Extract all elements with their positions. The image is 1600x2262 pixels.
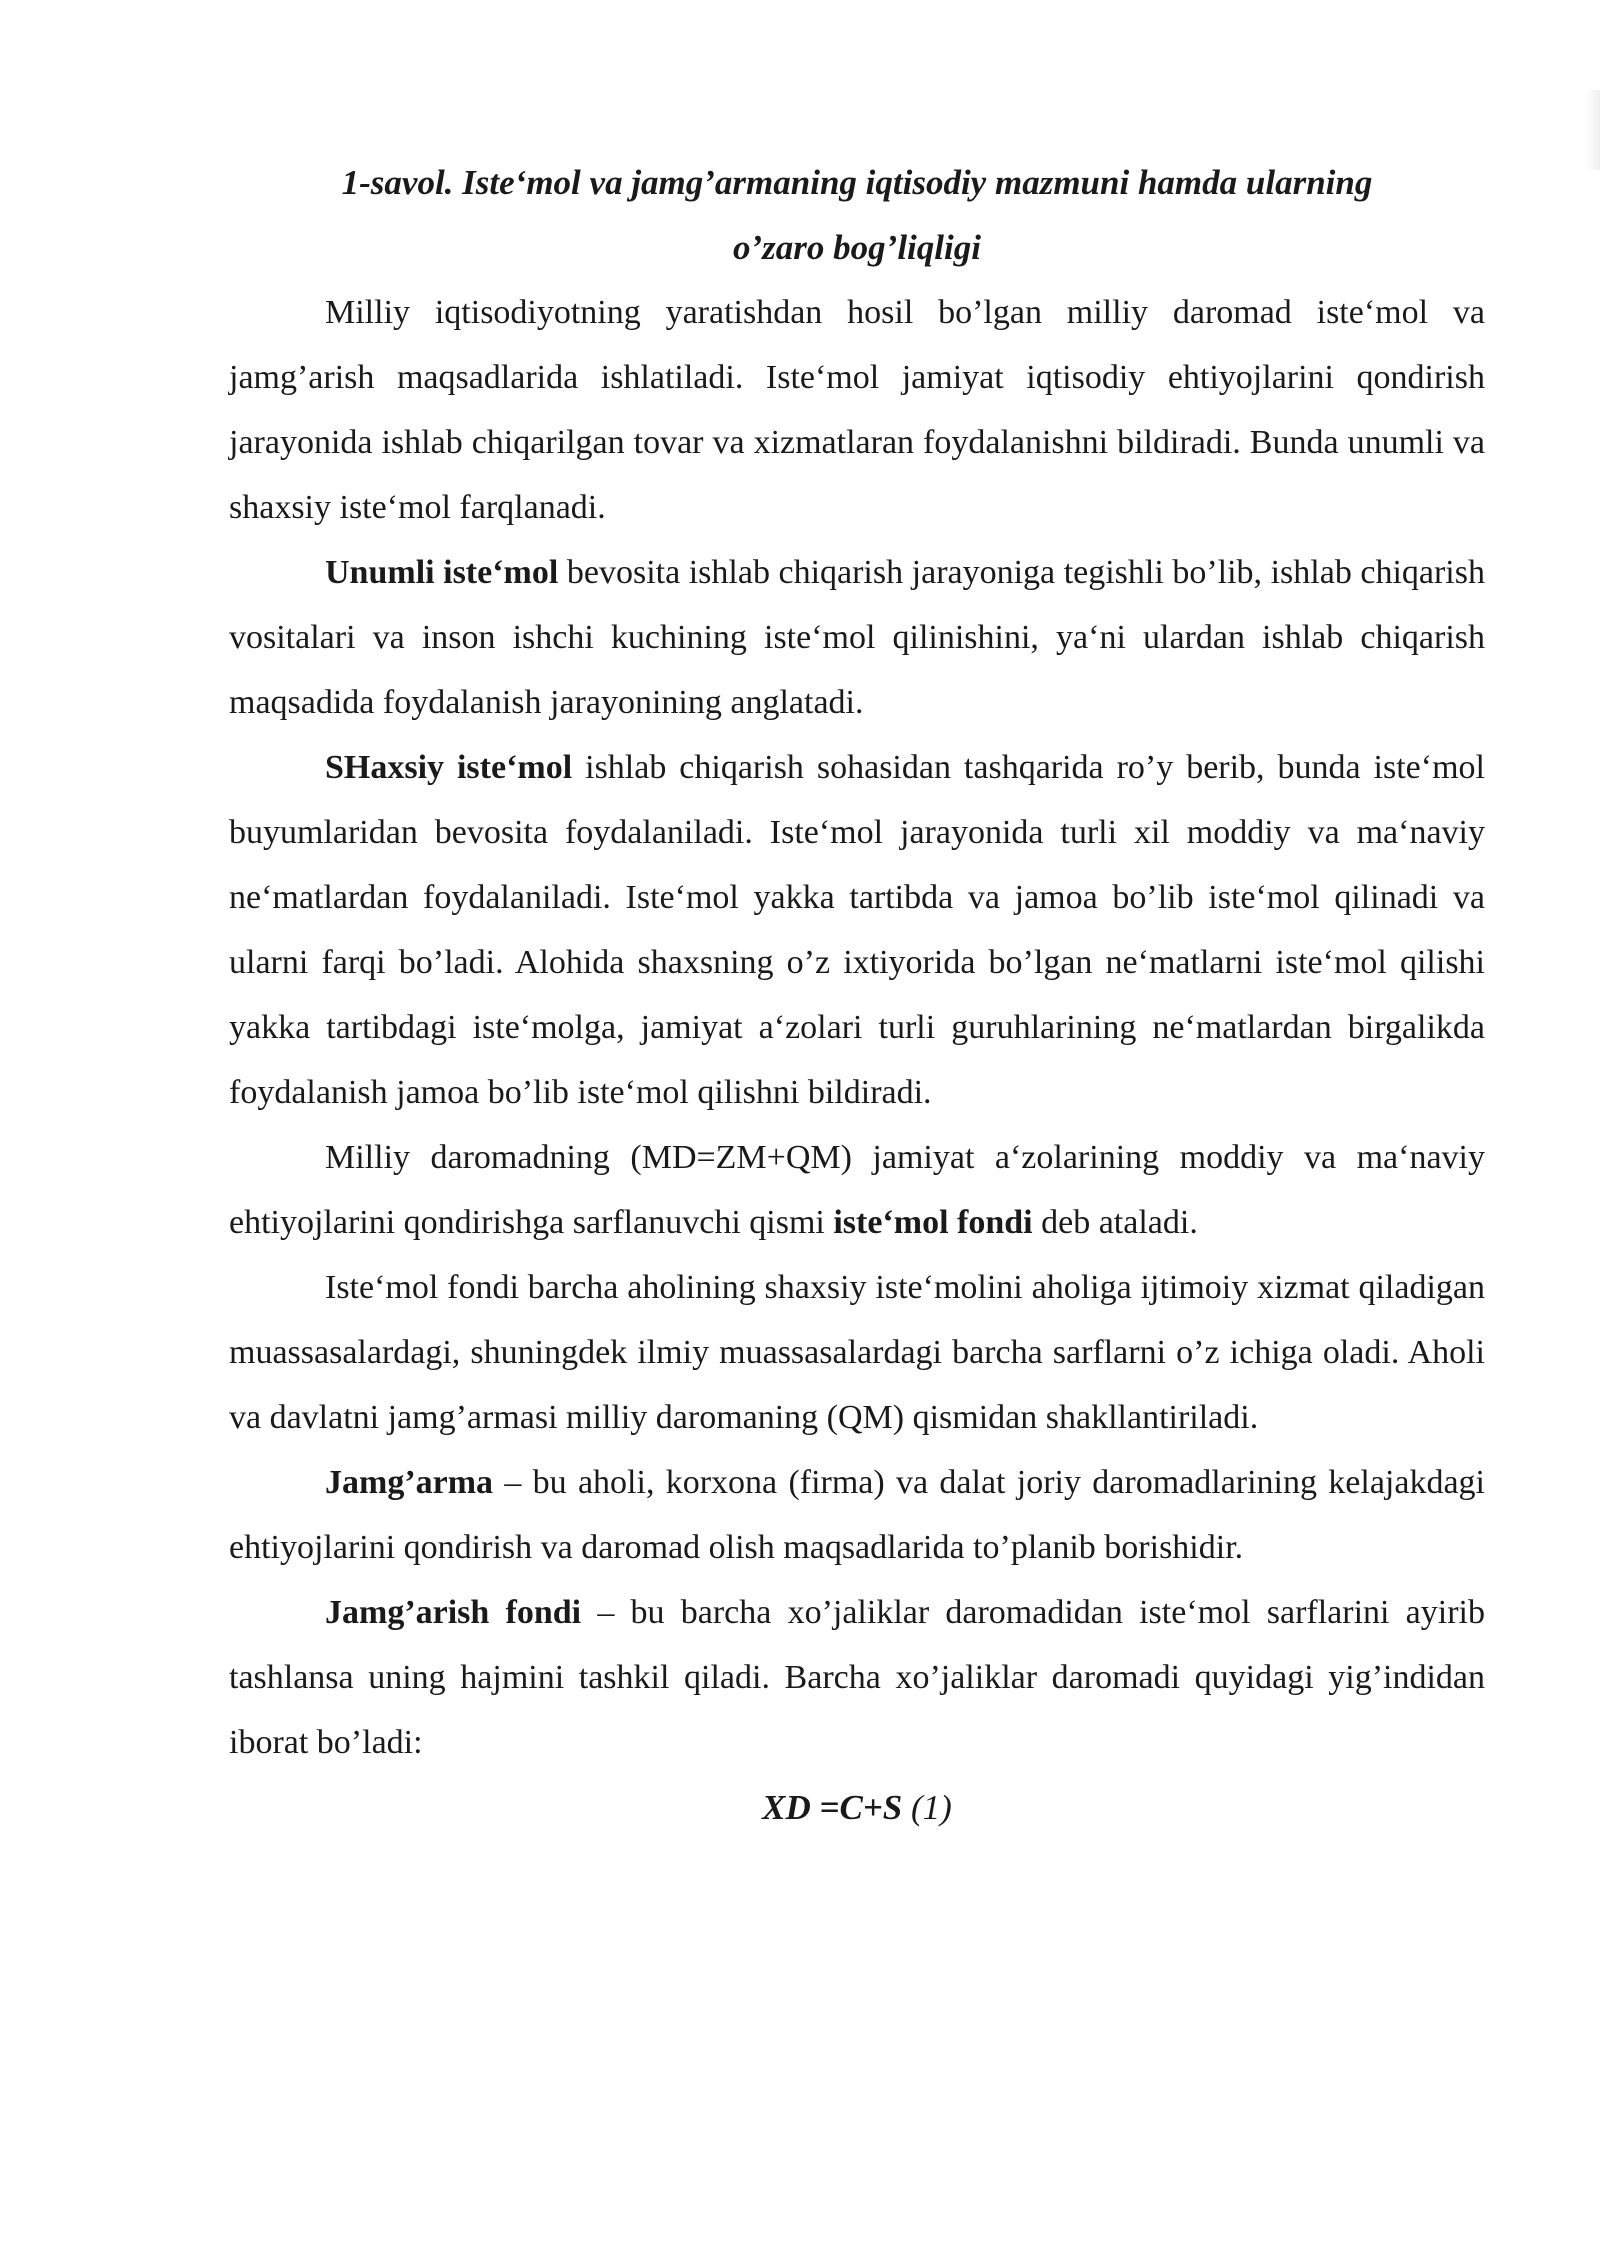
section-title-line-2: o’zaro bog’liqligi: [733, 228, 981, 267]
paragraph-national-income: Milliy iqtisodiyotning yaratishdan hosil bo’lgan milliy daromad iste‘mol va jamg’arish maqsadlarida ishlatiladi. Iste‘mol jamiyat iqtisodiy ehtiyojlarini qondirish jarayonida ishlab chiqarilgan tovar va xizmatlaran foydalanishni bildiradi. Bunda unumli va shaxsiy iste‘mol farqlanadi.: [229, 294, 1485, 526]
paragraph-personal-consumption: [229, 735, 1485, 1125]
section-title-line-1: 1-savol. Iste‘mol va jamg’armaning iqtisodiy mazmuni hamda ularning: [341, 163, 1373, 202]
term-consumption-fund: iste‘mol fondi: [833, 1204, 1033, 1241]
formula-expression: XD =C+S: [762, 1788, 903, 1827]
paragraph-productive-consumption: [229, 540, 1485, 735]
formula-household-income: [229, 1775, 1485, 1840]
section-title: [229, 150, 1485, 280]
paragraph-savings-text: – bu aholi, korxona (firma) va dalat joriy daromadlarining kelajakdagi ehtiyojlarini qondirish va daromad olish maqsadlarida to’planib borishidir.: [229, 1464, 1485, 1566]
paragraph-consumption-fund-text-after: deb ataladi.: [1032, 1204, 1198, 1241]
paragraph-accumulation-fund-text: – bu barcha xo’jaliklar daromadidan iste‘mol sarflarini ayirib tashlansa uning hajmini tashkil qiladi. Barcha xo’jaliklar daromadi quyidagi yig’indidan iborat bo’ladi:: [229, 1594, 1485, 1761]
paragraph-productive-consumption-text: bevosita ishlab chiqarish jarayoniga tegishli bo’lib, ishlab chiqarish vositalari va inson ishchi kuchining iste‘mol qilinishini, ya‘ni ulardan ishlab chiqarish maqsadida foydalanish jarayonining anglatadi.: [229, 554, 1485, 721]
term-productive-consumption: Unumli iste‘mol: [325, 554, 559, 591]
formula-number: (1): [902, 1788, 952, 1827]
paragraph-consumption-fund-definition: [229, 1125, 1485, 1255]
term-personal-consumption: SHaxsiy iste‘mol: [325, 749, 573, 786]
document-body: [229, 150, 1485, 1840]
paragraph-accumulation-fund: [229, 1580, 1485, 1775]
term-savings: Jamg’arma: [325, 1464, 494, 1501]
term-accumulation-fund: Jamg’arish fondi: [325, 1594, 582, 1631]
paragraph-savings: [229, 1450, 1485, 1580]
paragraph-consumption-fund-text-before: Milliy daromadning (MD=ZM+QM) jamiyat a‘zolarining moddiy va ma‘naviy ehtiyojlarini qondirishga sarflanuvchi qismi: [229, 1139, 1485, 1241]
paragraph-personal-consumption-text: ishlab chiqarish sohasidan tashqarida ro’y berib, bunda iste‘mol buyumlaridan bevosita foydalaniladi. Iste‘mol jarayonida turli xil moddiy va ma‘naviy ne‘matlardan foydalaniladi. Iste‘mol yakka tartibda va jamoa bo’lib iste‘mol qilinadi va ularni farqi bo’ladi. Alohida shaxsning o’z ixtiyorida bo’lgan ne‘matlarni iste‘mol qilishi yakka tartibdagi iste‘molga, jamiyat a‘zolari turli guruhlarining ne‘matlardan birgalikda foydalanish jamoa bo’lib iste‘mol qilishni bildiradi.: [229, 749, 1485, 1111]
page-edge-shadow: [1586, 90, 1600, 170]
paragraph-consumption-fund-scope: Iste‘mol fondi barcha aholining shaxsiy iste‘molini aholiga ijtimoiy xizmat qiladigan muassasalardagi, shuningdek ilmiy muassasalardagi barcha sarflarni o’z ichiga oladi. Aholi va davlatni jamg’armasi milliy daromaning (QM) qismidan shakllantiriladi.: [229, 1269, 1485, 1436]
